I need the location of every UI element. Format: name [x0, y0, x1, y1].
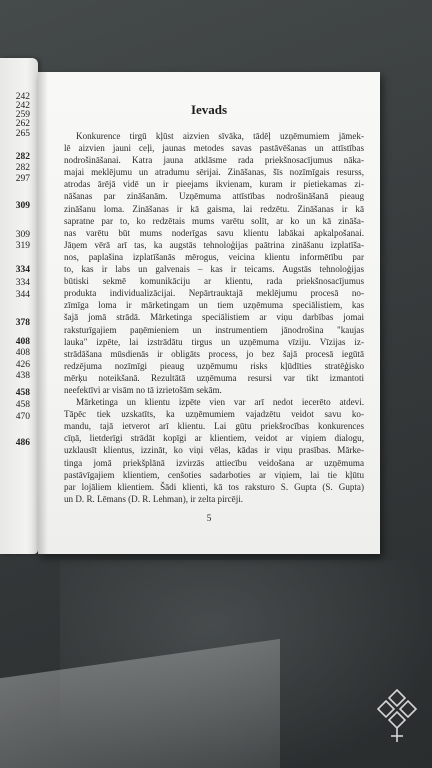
previous-page-number: 242 [15, 101, 30, 111]
previous-page-number: 319 [15, 241, 30, 251]
text-line: sapratne par to, ko redzētais mums varētu solīt, ar ko un kā zināša- [64, 215, 364, 226]
previous-page-number: 486 [15, 438, 30, 448]
previous-page-number: 309 [15, 230, 30, 240]
previous-page-number: 297 [15, 174, 30, 184]
text-line: lauka" izpēte, lai izstrādātu tirgus un uzņēmuma vīziju. Vīzijas iz- [64, 336, 364, 347]
previous-page-number: 408 [15, 348, 30, 358]
previous-page-number: 458 [15, 388, 30, 398]
text-line: atrodas ārējā vidē un ir pieejams ikvienam, kuram ir pietiekamas zi- [64, 179, 364, 190]
text-line: Konkurence tirgū kļūst aizvien sīvāka, tādēļ uzņēmumiem jāmek- [76, 131, 364, 141]
geometric-emblem-watermark-icon [372, 686, 422, 746]
text-line: redzējuma nozīmīgi pieaug uzņēmumu risks kļūdīties stratēģisko [64, 360, 364, 371]
text-line: tinga jomā priekšplānā izvirzās attiecību veidošana ar uzņēmuma [64, 457, 364, 468]
text-line: pastāvīgajiem klientiem, cenšoties sadarboties ar viņiem, lai tie kļūtu [64, 469, 364, 480]
text-line: Jāņem vērā arī tas, ka augstās tehnoloģijas paātrina zināšanu izplatīša- [64, 239, 364, 250]
text-line: nas varētu būt mums noderīgas savu klientu labākai apkalpošanai. [64, 227, 364, 238]
text-line: šajā jomā strādā. Mārketinga speciālistiem ar viņu darbības jomai [64, 312, 364, 323]
previous-page-number: 378 [15, 318, 30, 328]
previous-page-number: 344 [15, 290, 30, 300]
previous-page-number: 334 [15, 265, 30, 275]
text-line: par lojāliem klientiem. Šādi klienti, kā tos raksturo S. Gupta (S. Gupta) [64, 481, 364, 492]
previous-page-number: 334 [15, 278, 30, 288]
text-line: lē aizvien jauni ceļi, jaunas metodes savas pastāvēšanas un attīstības [64, 143, 364, 154]
light-reflection [0, 639, 280, 768]
text-line: Tāpēc tiek uzskatīts, ka uzņēmumiem vajadzētu veidot savu ko- [64, 409, 364, 420]
text-line: nāšanas par zināšanām. Uzņēmuma attīstības nodrošināšanā pieaug [64, 191, 364, 202]
previous-page-number: 282 [15, 152, 30, 162]
previous-page-number: 470 [15, 412, 30, 422]
previous-page-number: 242 [15, 92, 30, 102]
text-line: majai meklējumu un atradumu sērijai. Zināšanas, šīs nozīmīgais resurss, [64, 167, 364, 178]
page-title: Ievads [190, 102, 228, 117]
text-line: cīņā, lietderīgi strādāt kopīgi ar klientiem, veidot ar viņiem dialogu, [64, 433, 364, 444]
page-number: 5 [206, 514, 212, 524]
body-text [64, 130, 364, 505]
paragraph-1 [64, 130, 364, 396]
previous-page-number: 426 [15, 360, 30, 370]
text-line: produkta individualizācijai. Nepārtrauktajā meklējumu procesā no- [64, 288, 364, 299]
text-line: zīmīga loma ir mārketingam un tiem uzņēmuma speciālistiem, kas [64, 300, 364, 311]
previous-page-number: 309 [15, 201, 30, 211]
previous-page-number: 438 [15, 371, 30, 381]
previous-page-number: 262 [15, 119, 30, 129]
text-line: uzklausīt klientus, izzināt, ko viņi vēlas, kādas ir viņu prasības. Mārke- [64, 445, 364, 456]
paragraph-2 [64, 396, 364, 505]
text-line: nos, paplašina izplatīšanās mērogus, veicina klientu informētību par [64, 251, 364, 262]
previous-page-number: 282 [15, 163, 30, 173]
text-line: būtiski sekmē komunikāciju ar klientu, rada priekšnosacījumus [64, 276, 364, 287]
text-line: neefektīvi ar visām no tā izrietošām sekām. [64, 384, 222, 395]
book-page [38, 72, 380, 554]
text-line: mandu, tajā ietverot arī klientu. Lai gūtu priekšrocības konkurences [64, 421, 364, 432]
text-line: to, kas ir labs un galvenais – kas ir teicams. Augstās tehnoloģijas [64, 264, 364, 275]
text-line: zināšanu loma. Zināšanas ir kā gaisma, lai redzētu. Zināšanas ir kā [64, 203, 364, 214]
text-line: nodrošināšanai. Katra jauna atklāsme rada priekšnosacījumus nāka- [64, 155, 364, 166]
page-gutter-shadow [38, 72, 48, 554]
text-line: strādāšana mūsdienās ir obligāts process, jo bez šajā procesā iegūtā [64, 348, 364, 359]
text-line: raksturīgajiem paņēmieniem un instrumentiem jānodrošina "kaujas [64, 324, 364, 335]
text-line: un D. R. Lēmans (D. R. Lehman), ir zelta pircēji. [64, 493, 244, 504]
previous-page-number: 458 [15, 400, 30, 410]
text-line: Mārketinga un klientu izpēte vien var arī nedot iecerēto atdevi. [76, 397, 364, 408]
previous-page-number: 265 [15, 129, 30, 139]
previous-page-number: 259 [15, 110, 30, 120]
text-line: mērķu noteikšanā. Rezultātā uzņēmuma resursi var tikt izmantoti [64, 372, 364, 383]
previous-page-number: 408 [15, 337, 30, 347]
